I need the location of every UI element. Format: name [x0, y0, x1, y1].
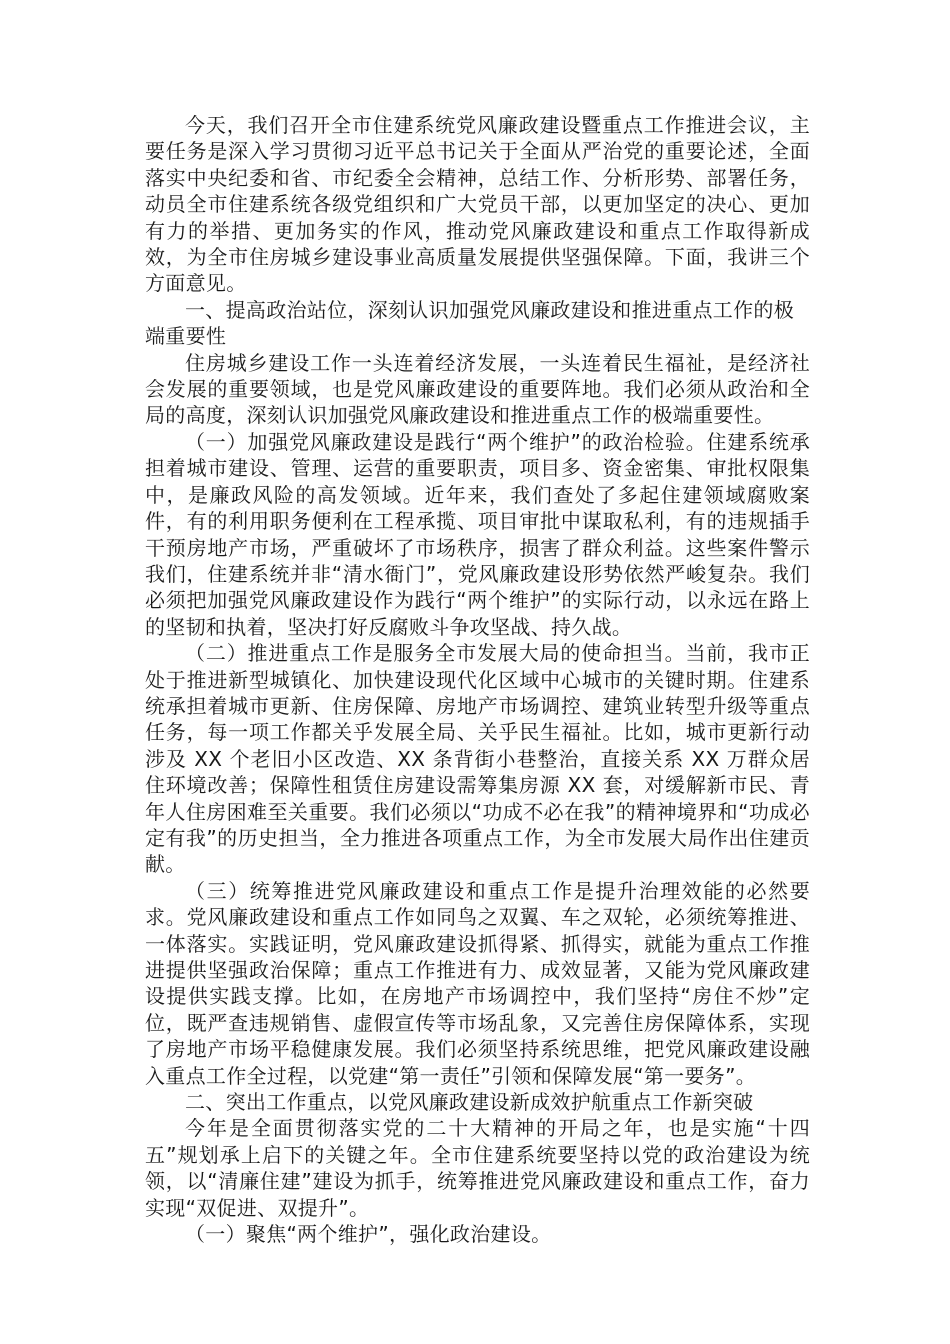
paragraph-intro: 今天，我们召开全市住建系统党风廉政建设暨重点工作推进会议，主要任务是深入学习贯彻习近平总书记关于全面从严治党的重要论述，全面落实中央纪委和省、市纪委全会精神，总结工作、分析形势、部署任务，动员全市住建系统各级党组织和广大党员干部，以更加坚定的决心、更加有力的举措、更加务实的作风，推动党风廉政建设和重点工作取得新成效，为全市住房城乡建设事业高质量发展提供坚强保障。下面，我讲三个方面意见。 [145, 113, 810, 296]
paragraph-section-1-item-2: （二）推进重点工作是服务全市发展大局的使命担当。当前，我市正处于推进新型城镇化、加快建设现代化区域中心城市的关键时期。住建系统承担着城市更新、住房保障、房地产市场调控、建筑业转型升级等重点任务，每一项工作都关乎发展全局、关乎民生福祉。比如，城市更新行动涉及 XX 个老旧小区改造、XX 条背街小巷整治，直接关系 XX 万群众居住环境改善；保障性租赁住房建设需筹集房源 XX 套，对缓解新市民、青年人住房困难至关重要。我们必须以“功成不必在我”的精神境界和“功成必定有我”的历史担当，全力推进各项重点工作，为全市发展大局作出住建贡献。 [145, 641, 810, 877]
paragraph-section-1-intro: 住房城乡建设工作一头连着经济发展，一头连着民生福祉，是经济社会发展的重要领域，也是党风廉政建设的重要阵地。我们必须从政治和全局的高度，深刻认识加强党风廉政建设和推进重点工作的极端重要性。 [145, 350, 810, 428]
section-heading-1: 一、提高政治站位，深刻认识加强党风廉政建设和推进重点工作的极端重要性 [145, 297, 794, 349]
paragraph-section-2-intro: 今年是全面贯彻落实党的二十大精神的开局之年，也是实施“十四五”规划承上启下的关键之年。全市住建系统要坚持以党的政治建设为统领，以“清廉住建”建设为抓手，统筹推进党风廉政建设和重点工作，奋力实现“双促进、双提升”。 [145, 1116, 810, 1220]
section-heading-2: 二、突出工作重点，以党风廉政建设新成效护航重点工作新突破 [185, 1090, 754, 1115]
document-page [145, 112, 810, 1247]
subsection-heading-2-1: （一）聚焦“两个维护”，强化政治建设。 [185, 1222, 552, 1247]
paragraph-section-1-item-1: （一）加强党风廉政建设是践行“两个维护”的政治检验。住建系统承担着城市建设、管理、运营的重要职责，项目多、资金密集、审批权限集中，是廉政风险的高发领域。近年来，我们查处了多起住建领域腐败案件，有的利用职务便利在工程承揽、项目审批中谋取私利，有的违规插手干预房地产市场，严重破坏了市场秩序，损害了群众利益。这些案件警示我们，住建系统并非“清水衙门”，党风廉政建设形势依然严峻复杂。我们必须把加强党风廉政建设作为践行“两个维护”的实际行动，以永远在路上的坚韧和执着，坚决打好反腐败斗争攻坚战、持久战。 [145, 429, 810, 639]
paragraph-section-1-item-3: （三）统筹推进党风廉政建设和重点工作是提升治理效能的必然要求。党风廉政建设和重点工作如同鸟之双翼、车之双轮，必须统筹推进、一体落实。实践证明，党风廉政建设抓得紧、抓得实，就能为重点工作推进提供坚强政治保障；重点工作推进有力、成效显著，又能为党风廉政建设提供实践支撑。比如，在房地产市场调控中，我们坚持“房住不炒”定位，既严查违规销售、虚假宣传等市场乱象，又完善住房保障体系，实现了房地产市场平稳健康发展。我们必须坚持系统思维，把党风廉政建设融入重点工作全过程，以党建“第一责任”引领和保障发展“第一要务”。 [145, 878, 810, 1088]
